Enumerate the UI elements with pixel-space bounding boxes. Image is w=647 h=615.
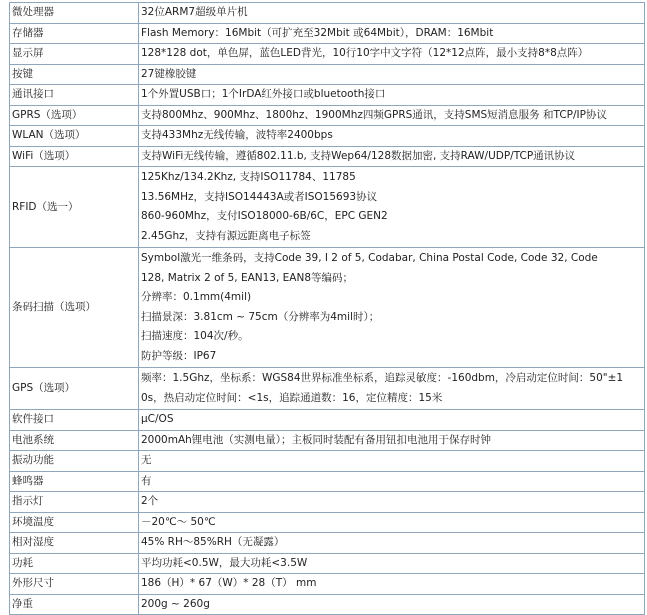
spec-row [10, 105, 645, 126]
spec-label: GPRS（选项） [10, 105, 139, 126]
spec-label: GPS（选项） [10, 368, 139, 410]
spec-value-line: 分辨率：0.1mm(4mil) [141, 291, 252, 303]
spec-row [10, 451, 645, 472]
spec-table [9, 2, 645, 615]
spec-value-line: 186（H）* 67（W）* 28（T） mm [141, 577, 317, 589]
spec-value-line: 2个 [141, 495, 159, 507]
spec-value [139, 574, 645, 595]
spec-value [139, 430, 645, 451]
spec-label: RFID（选一） [10, 167, 139, 248]
spec-value-line: 平均功耗<0.5W，最大功耗<3.5W [141, 556, 308, 569]
spec-value [139, 146, 645, 167]
spec-label: 蜂鸣器 [10, 471, 139, 492]
spec-row [10, 533, 645, 554]
spec-row [10, 574, 645, 595]
spec-value [139, 23, 645, 44]
spec-value-line: 128*128 dot，单色屏，蓝色LED背光，10行10字中文字符（12*12点阵，最小支持8*8点阵） [141, 47, 589, 59]
spec-label: 电池系统 [10, 430, 139, 451]
spec-value-line: 1个外置USB口；1个IrDA红外接口或bluetooth接口 [141, 88, 386, 100]
spec-row [10, 167, 645, 248]
spec-label: 按键 [10, 64, 139, 85]
spec-row [10, 594, 645, 615]
spec-value-line: μC/OS [141, 413, 174, 425]
spec-value [139, 105, 645, 126]
spec-value [139, 594, 645, 615]
spec-label: 存储器 [10, 23, 139, 44]
spec-value-line: 支持800Mhz、900Mhz、1800hz、1900Mhz四频GPRS通讯，支持SMS短消息服务 和TCP/IP协议 [141, 108, 607, 121]
spec-row [10, 553, 645, 574]
spec-row [10, 146, 645, 167]
spec-label: 功耗 [10, 553, 139, 574]
spec-value-line: 无 [141, 454, 152, 466]
spec-value [139, 64, 645, 85]
spec-row [10, 512, 645, 533]
spec-value [139, 553, 645, 574]
spec-value-line: 2000mAh锂电池（实测电量）；主板同时装配有备用钮扣电池用于保存时钟 [141, 433, 492, 446]
spec-row [10, 126, 645, 147]
spec-row [10, 64, 645, 85]
spec-label: 软件接口 [10, 410, 139, 431]
spec-value [139, 85, 645, 106]
spec-value [139, 410, 645, 431]
spec-value-line: 0s，热启动定位时间：<1s，追踪通道数：16，定位精度：15米 [141, 391, 443, 404]
spec-value [139, 248, 645, 368]
spec-value [139, 44, 645, 65]
spec-label: 指示灯 [10, 492, 139, 513]
spec-label: 净重 [10, 594, 139, 615]
spec-value-line: 200g ~ 260g [141, 597, 210, 610]
spec-value-line: 128, Matrix 2 of 5, EAN13, EAN8等编码； [141, 271, 354, 284]
spec-value [139, 126, 645, 147]
spec-value-line: 扫描景深：3.81cm ~ 75cm（分辨率为4mil时）； [141, 310, 380, 323]
spec-value [139, 368, 645, 410]
spec-value [139, 3, 645, 24]
spec-value-line: 有 [141, 474, 152, 487]
spec-value-line: －20℃～ 50℃ [141, 515, 216, 528]
spec-label: 相对湿度 [10, 533, 139, 554]
spec-label: 条码扫描（选项） [10, 248, 139, 368]
spec-row [10, 368, 645, 410]
spec-row [10, 3, 645, 24]
spec-label: 通讯接口 [10, 85, 139, 106]
spec-value-line: 32位ARM7超级单片机 [141, 6, 248, 18]
spec-row [10, 248, 645, 368]
spec-value-line: 125Khz/134.2Khz, 支持ISO11784、11785 [141, 171, 356, 183]
spec-row [10, 410, 645, 431]
spec-value [139, 512, 645, 533]
spec-value-line: 2.45Ghz，支持有源远距离电子标签 [141, 229, 311, 242]
spec-row [10, 23, 645, 44]
spec-value-line: 860-960Mhz，支付ISO18000-6B/6C，EPC GEN2 [141, 210, 388, 222]
spec-value-line: 防护等级：IP67 [141, 349, 217, 362]
spec-row [10, 430, 645, 451]
spec-row [10, 44, 645, 65]
spec-value [139, 167, 645, 248]
spec-value-line: 27键橡胶键 [141, 67, 197, 80]
spec-row [10, 85, 645, 106]
spec-value-line: Flash Memory：16Mbit（可扩充至32Mbit 或64Mbit），DRAM：16Mbit [141, 26, 494, 39]
spec-value-line: 支持433Mhz无线传输，波特率2400bps [141, 129, 333, 141]
spec-value-line: 支持WiFi无线传输，遵循802.11.b, 支持Wep64/128数据加密, 支持RAW/UDP/TCP通讯协议 [141, 149, 576, 162]
spec-label: 振动功能 [10, 451, 139, 472]
spec-value-line: 13.56MHz，支持ISO14443A或者ISO15693协议 [141, 190, 378, 203]
spec-label: WLAN（选项） [10, 126, 139, 147]
spec-row [10, 492, 645, 513]
spec-label: WiFi（选项） [10, 146, 139, 167]
spec-label: 显示屏 [10, 44, 139, 65]
spec-value-line: 扫描速度：104次/秒。 [141, 330, 249, 342]
spec-value [139, 492, 645, 513]
spec-value [139, 533, 645, 554]
spec-table-body [10, 3, 645, 615]
spec-value-line: Symbol激光一维条码，支持Code 39, I 2 of 5, Codabar, China Postal Code, Code 32, Code [141, 252, 598, 264]
spec-value-line: 45% RH～85%RH（无凝露） [141, 536, 285, 548]
spec-value [139, 451, 645, 472]
spec-label: 环境温度 [10, 512, 139, 533]
spec-row [10, 471, 645, 492]
spec-value-line: 频率：1.5Ghz，坐标系：WGS84世界标准坐标系，追踪灵敏度：-160dbm，冷启动定位时间：50"±1 [141, 372, 624, 384]
spec-label: 微处理器 [10, 3, 139, 24]
spec-value [139, 471, 645, 492]
spec-label: 外形尺寸 [10, 574, 139, 595]
